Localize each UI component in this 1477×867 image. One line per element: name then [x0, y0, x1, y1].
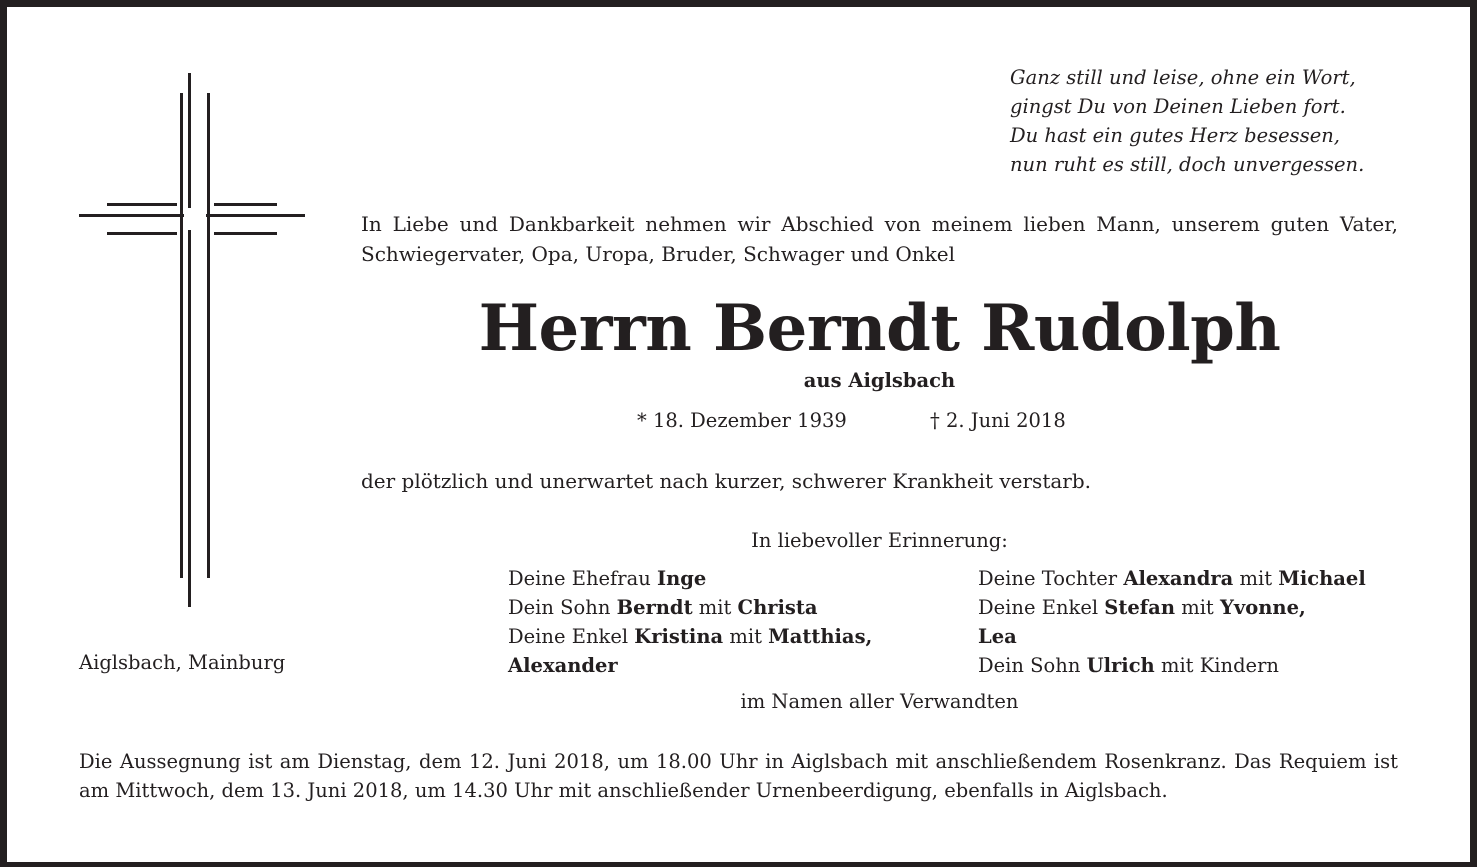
mourner-line: Deine Enkel Stefan mit Yvonne,: [978, 596, 1306, 619]
mourner-line: Deine Tochter Alexandra mit Michael: [978, 567, 1366, 590]
poem-line: nun ruht es still, doch unvergessen.: [1010, 153, 1365, 176]
mourners-left: [508, 564, 872, 680]
origin: aus Aiglsbach: [803, 369, 956, 392]
mourner-line: Deine Ehefrau Inge: [508, 567, 707, 590]
memory-heading: In liebevoller Erinnerung:: [751, 529, 1008, 552]
poem-line: Du hast ein gutes Herz besessen,: [1010, 124, 1340, 147]
place: Aiglsbach, Mainburg: [79, 651, 286, 674]
mourners-right: [978, 564, 1366, 680]
deceased-name: Herrn Berndt Rudolph: [478, 291, 1281, 366]
funeral-info: Die Aussegnung ist am Dienstag, dem 12. Juni 2018, um 18.00 Uhr in Aiglsbach mit anschließendem Rosenkranz. Das Requiem ist am Mittwoch, dem 13. Juni 2018, um 14.30 Uhr mit anschließender Urnenbeerdigung, ebenfalls in Aiglsbach.: [79, 750, 1398, 802]
mourner-line: Deine Enkel Kristina mit Matthias,: [508, 625, 873, 648]
poem-line: gingst Du von Deinen Lieben fort.: [1010, 95, 1346, 118]
birth-date: * 18. Dezember 1939: [637, 409, 847, 432]
mourner-line: Lea: [978, 625, 1017, 648]
poem-line: Ganz still und leise, ohne ein Wort,: [1010, 66, 1356, 89]
poem: [1010, 63, 1364, 179]
mourner-line: Alexander: [508, 654, 618, 677]
death-date: † 2. Juni 2018: [930, 409, 1066, 432]
cross-icon: [79, 67, 305, 609]
intro-text: In Liebe und Dankbarkeit nehmen wir Abschied von meinem lieben Mann, unserem guten Vater, Schwiegervater, Opa, Uropa, Bruder, Schwager und Onkel: [361, 212, 1398, 266]
mourner-line: Dein Sohn Ulrich mit Kindern: [978, 654, 1279, 677]
on-behalf-text: im Namen aller Verwandten: [740, 690, 1019, 713]
mourner-line: Dein Sohn Berndt mit Christa: [508, 596, 818, 619]
death-text: der plötzlich und unerwartet nach kurzer, schwerer Krankheit verstarb.: [361, 469, 1091, 493]
